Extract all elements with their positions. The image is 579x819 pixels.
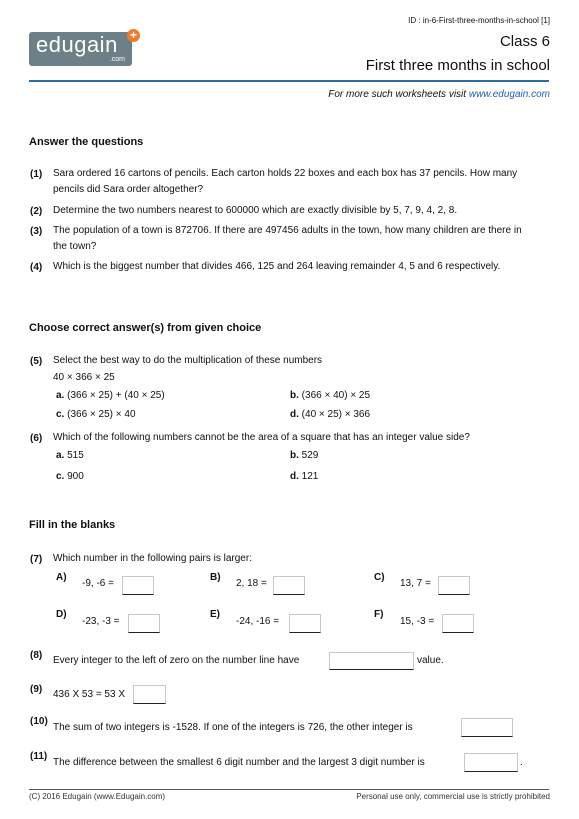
question-text-end: .: [520, 757, 523, 768]
part-label: E): [210, 609, 220, 620]
question-text: The population of a town is 872706. If there are 497456 adults in the town, how many children are there in the town?: [53, 225, 522, 252]
question-number: (6): [30, 433, 43, 444]
answer-blank[interactable]: [133, 685, 166, 704]
question-number: (1): [30, 169, 43, 180]
answer-box[interactable]: [273, 576, 305, 595]
footer-notice: Personal use only, commercial use is strictly prohibited: [356, 792, 550, 801]
part-label: D): [56, 609, 67, 620]
answer-blank[interactable]: [464, 753, 518, 772]
option-letter: d.: [290, 409, 299, 420]
option-b[interactable]: [290, 390, 370, 401]
option-letter: b.: [290, 450, 299, 461]
option-letter: c.: [56, 471, 65, 482]
section-heading: Choose correct answer(s) from given choice: [29, 322, 262, 334]
option-text: (366 × 25) + (40 × 25): [67, 390, 165, 401]
option-text: (40 × 25) × 366: [301, 409, 371, 420]
option-a[interactable]: [56, 450, 84, 461]
pair-text: -23, -3 =: [82, 616, 120, 627]
option-text: 515: [67, 450, 84, 461]
pair-text: 15, -3 =: [400, 616, 435, 627]
footer-rule: [29, 789, 549, 790]
part-label: F): [374, 609, 384, 620]
question-text: The sum of two integers is -1528. If one of the integers is 726, the other integer is: [53, 722, 413, 733]
question-text: Every integer to the left of zero on the number line have: [53, 655, 300, 666]
question-text: Determine the two numbers nearest to 600000 which are exactly divisible by 5, 7, 9, 4, 2, 8.: [53, 205, 458, 216]
part-label: B): [210, 572, 221, 583]
logo-com: .com: [109, 56, 125, 63]
option-letter: a.: [56, 390, 65, 401]
pair-text: -24, -16 =: [236, 616, 280, 627]
option-letter: d.: [290, 471, 299, 482]
option-text: 900: [67, 471, 84, 482]
question-number: (11): [30, 751, 48, 762]
header-rule: [29, 80, 549, 82]
footer-copyright: (C) 2016 Edugain (www.Edugain.com): [29, 792, 166, 801]
question-text: Which is the biggest number that divides 466, 125 and 264 leaving remainder 4, 5 and 6 respectively.: [53, 261, 501, 272]
part-label: C): [374, 572, 385, 583]
question-text: 436 X 53 = 53 X: [53, 689, 126, 700]
class-label: Class 6: [499, 33, 550, 50]
question-number: (4): [30, 262, 43, 273]
option-text: (366 × 40) × 25: [301, 390, 371, 401]
answer-box[interactable]: [438, 576, 470, 595]
question-text: Which of the following numbers cannot be the area of a square that has an integer value side?: [53, 432, 470, 443]
page-title: First three months in school: [365, 57, 550, 74]
more-worksheets: [328, 89, 550, 100]
part-label: A): [56, 572, 67, 583]
option-text: 121: [301, 471, 319, 482]
question-text: Which number in the following pairs is larger:: [53, 553, 252, 564]
expression: 40 × 366 × 25: [53, 372, 115, 383]
option-letter: c.: [56, 409, 65, 420]
more-prefix: For more such worksheets visit: [328, 89, 467, 100]
section-heading: Answer the questions: [29, 136, 144, 148]
plus-icon: +: [127, 29, 140, 42]
option-d[interactable]: [290, 409, 370, 420]
option-c[interactable]: [56, 471, 84, 482]
question-number: (8): [30, 650, 43, 661]
question-text-end: value.: [417, 655, 444, 666]
question-number: (2): [30, 206, 43, 217]
question-text: Sara ordered 16 cartons of pencils. Each carton holds 22 boxes and each box has 37 pencils. How many pencils did Sara order altogether?: [53, 168, 518, 195]
question-number: (3): [30, 226, 43, 237]
answer-blank[interactable]: [329, 652, 414, 670]
question-number: (5): [30, 356, 43, 367]
question-text: Select the best way to do the multiplication of these numbers: [53, 355, 323, 366]
question-text: The difference between the smallest 6 digit number and the largest 3 digit number is: [53, 757, 425, 768]
answer-box[interactable]: [128, 614, 160, 633]
option-text: 529: [301, 450, 319, 461]
answer-box[interactable]: [122, 576, 154, 595]
pair-text: 2, 18 =: [236, 578, 267, 589]
question-number: (7): [30, 554, 43, 565]
edugain-link[interactable]: www.edugain.com: [468, 89, 550, 100]
answer-box[interactable]: [442, 614, 474, 633]
edugain-logo[interactable]: [29, 32, 132, 66]
pair-text: 13, 7 =: [400, 578, 431, 589]
answer-box[interactable]: [289, 614, 321, 633]
option-a[interactable]: [56, 390, 165, 401]
worksheet-id: ID : in-6-First-three-months-in-school [1]: [408, 16, 550, 25]
question-number: (9): [30, 684, 43, 695]
option-letter: b.: [290, 390, 299, 401]
option-d[interactable]: [290, 471, 318, 482]
question-number: (10): [30, 716, 48, 727]
logo-word: edugain: [36, 32, 118, 57]
section-heading: Fill in the blanks: [29, 519, 116, 531]
option-b[interactable]: [290, 450, 318, 461]
pair-text: -9, -6 =: [82, 578, 114, 589]
option-letter: a.: [56, 450, 65, 461]
option-text: (366 × 25) × 40: [67, 409, 136, 420]
option-c[interactable]: [56, 409, 136, 420]
answer-blank[interactable]: [461, 718, 513, 737]
